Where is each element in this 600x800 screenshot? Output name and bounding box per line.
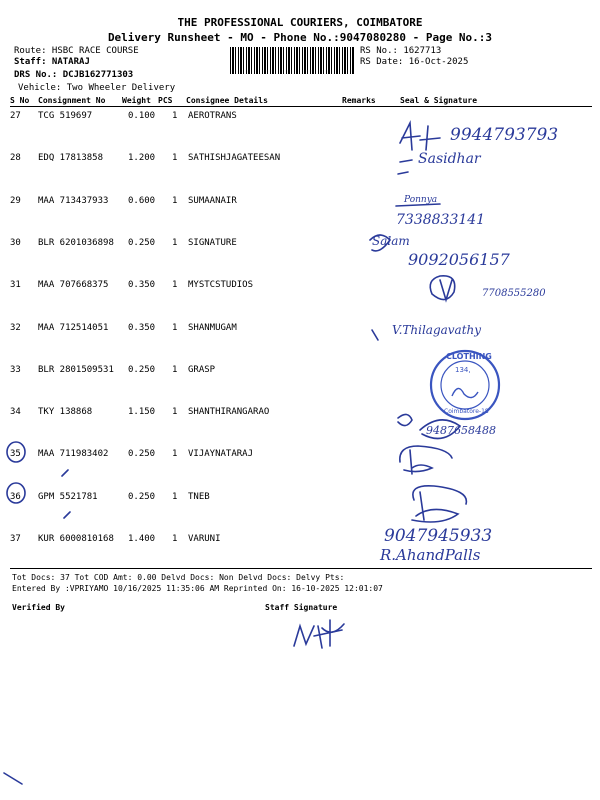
staff-signature-label: Staff Signature (265, 603, 338, 612)
handwritten-phone-31: 7708555280 (482, 288, 546, 299)
handwritten-name-29: Ponnya (404, 195, 438, 205)
signature-row-32 (372, 330, 378, 340)
cell-pcs: 1 (172, 111, 178, 121)
cell-consignee: TNEB (188, 491, 210, 502)
circle-mark-36 (7, 483, 25, 503)
col-consignment: Consignment No (38, 96, 106, 105)
cell-cons: GPM 5521781 (38, 491, 98, 502)
cell-cons: BLR 2801509531 (38, 364, 114, 375)
col-sno: S No (10, 96, 30, 105)
runsheet-subtitle: Delivery Runsheet - MO - Phone No.:9047080280 - Page No.:3 (107, 31, 493, 44)
cell-weight: 1.150 (128, 407, 156, 418)
route-label: Route: HSBC RACE COURSE (14, 46, 139, 56)
cell-weight: 0.250 (128, 449, 156, 460)
col-seal-signature: Seal & Signature (400, 96, 478, 105)
cell-sno: 37 (10, 534, 21, 544)
cell-cons: EDQ 17813858 (38, 153, 104, 164)
cell-cons: KUR 6000810168 (38, 534, 114, 544)
col-pcs: PCS (158, 96, 173, 105)
cell-pcs: 1 (172, 153, 178, 164)
cell-pcs: 1 (172, 322, 178, 333)
totals-line: Tot Docs: 37 Tot COD Amt: 0.00 Delvd Docs: Non Delvd Docs: Delvy Pts: (12, 573, 345, 582)
cell-cons: TKY 138868 (38, 407, 93, 418)
cell-cons: MAA 707668375 (38, 280, 109, 291)
handwritten-phone-34: 9487658488 (426, 424, 496, 437)
col-consignee: Consignee Details (186, 96, 268, 105)
handwritten-phone-27: 9944793793 (450, 125, 559, 145)
stamp-outer-text: CLOTHING (446, 352, 492, 361)
cell-cons: BLR 6201036898 (38, 237, 114, 248)
cell-weight: 0.350 (128, 322, 156, 333)
cell-weight: 0.250 (128, 491, 156, 502)
cell-consignee: SIGNATURE (188, 237, 237, 248)
signature-row-35 (400, 446, 452, 474)
cell-sno: 31 (10, 280, 21, 291)
cell-pcs: 1 (172, 195, 178, 206)
cell-sno: 33 (10, 364, 21, 375)
rs-date: RS Date: 16-Oct-2025 (360, 57, 469, 67)
cell-weight: 1.200 (128, 153, 156, 164)
col-remarks: Remarks (342, 96, 376, 105)
cell-sno: 28 (10, 153, 21, 164)
signature-row-28 (398, 160, 412, 174)
cell-cons: MAA 712514051 (38, 322, 109, 333)
signature-row-36 (412, 486, 466, 522)
cell-weight: 0.350 (128, 280, 156, 291)
cell-pcs: 1 (172, 534, 178, 544)
signature-row-31 (430, 276, 455, 300)
cell-consignee: SATHISHJAGATEESAN (188, 153, 281, 164)
cell-cons: MAA 711983402 (38, 449, 109, 460)
signature-row-27 (400, 123, 440, 150)
handwritten-name-32: V.Thilagavathy (392, 323, 482, 337)
cell-weight: 0.250 (128, 364, 156, 375)
staff-signature-mark (294, 620, 342, 648)
stamp-bottom-text: Coimbatore-18 (444, 408, 489, 415)
company-title: THE PROFESSIONAL COURIERS, COIMBATORE (177, 16, 423, 29)
cell-weight: 0.250 (128, 237, 156, 248)
corner-mark (4, 773, 22, 784)
cell-pcs: 1 (172, 449, 178, 460)
entered-by-line: Entered By :VPRIYAMO 10/16/2025 11:35:06 AM Reprinted On: 16-10-2025 12:01:07 (12, 584, 383, 593)
cell-sno: 35 (10, 449, 21, 460)
cell-consignee: VARUNI (188, 534, 221, 544)
circle-mark-35 (7, 442, 25, 462)
handwritten-phone-37: 9047945933 (384, 526, 493, 546)
cell-consignee: MYSTCSTUDIOS (188, 280, 254, 291)
cell-sno: 36 (10, 491, 21, 502)
verified-by-label: Verified By (12, 603, 65, 612)
cell-sno: 32 (10, 322, 21, 333)
cell-consignee: AEROTRANS (188, 111, 237, 121)
cell-sno: 34 (10, 407, 21, 418)
cell-consignee: GRASP (188, 364, 216, 375)
col-weight: Weight (122, 96, 151, 105)
cell-cons: TCG 519697 (38, 111, 93, 121)
cell-pcs: 1 (172, 491, 178, 502)
cell-consignee: SHANTHIRANGARAO (188, 407, 270, 418)
cell-pcs: 1 (172, 407, 178, 418)
footer-divider (10, 568, 592, 569)
cell-weight: 0.100 (128, 111, 156, 121)
cell-consignee: SHANMUGAM (188, 322, 237, 333)
handwritten-name-37: R.AhandPalls (380, 546, 481, 564)
cell-weight: 1.400 (128, 534, 156, 544)
tick-marks (62, 470, 70, 518)
cell-consignee: VIJAYNATARAJ (188, 449, 254, 460)
handwritten-name-28: Sasidhar (418, 151, 481, 167)
cell-sno: 30 (10, 237, 21, 248)
vehicle-label: Vehicle: Two Wheeler Delivery (18, 83, 176, 93)
stamp-inner-text: 134, (455, 366, 471, 374)
rs-number: RS No.: 1627713 (360, 46, 442, 56)
cell-pcs: 1 (172, 280, 178, 291)
cell-consignee: SUMAANAIR (188, 195, 237, 206)
handwritten-phone-29: 7338833141 (396, 212, 486, 228)
cell-pcs: 1 (172, 364, 178, 375)
cell-weight: 0.600 (128, 195, 156, 206)
cell-cons: MAA 713437933 (38, 195, 109, 206)
cell-sno: 29 (10, 195, 21, 206)
drs-label: DRS No.: DCJB162771303 (14, 70, 134, 80)
staff-label: Staff: NATARAJ (14, 57, 90, 67)
handwritten-phone-30: 9092056157 (408, 250, 510, 269)
cell-pcs: 1 (172, 237, 178, 248)
handwritten-name-30: Salam (372, 234, 410, 248)
cell-sno: 27 (10, 111, 21, 121)
